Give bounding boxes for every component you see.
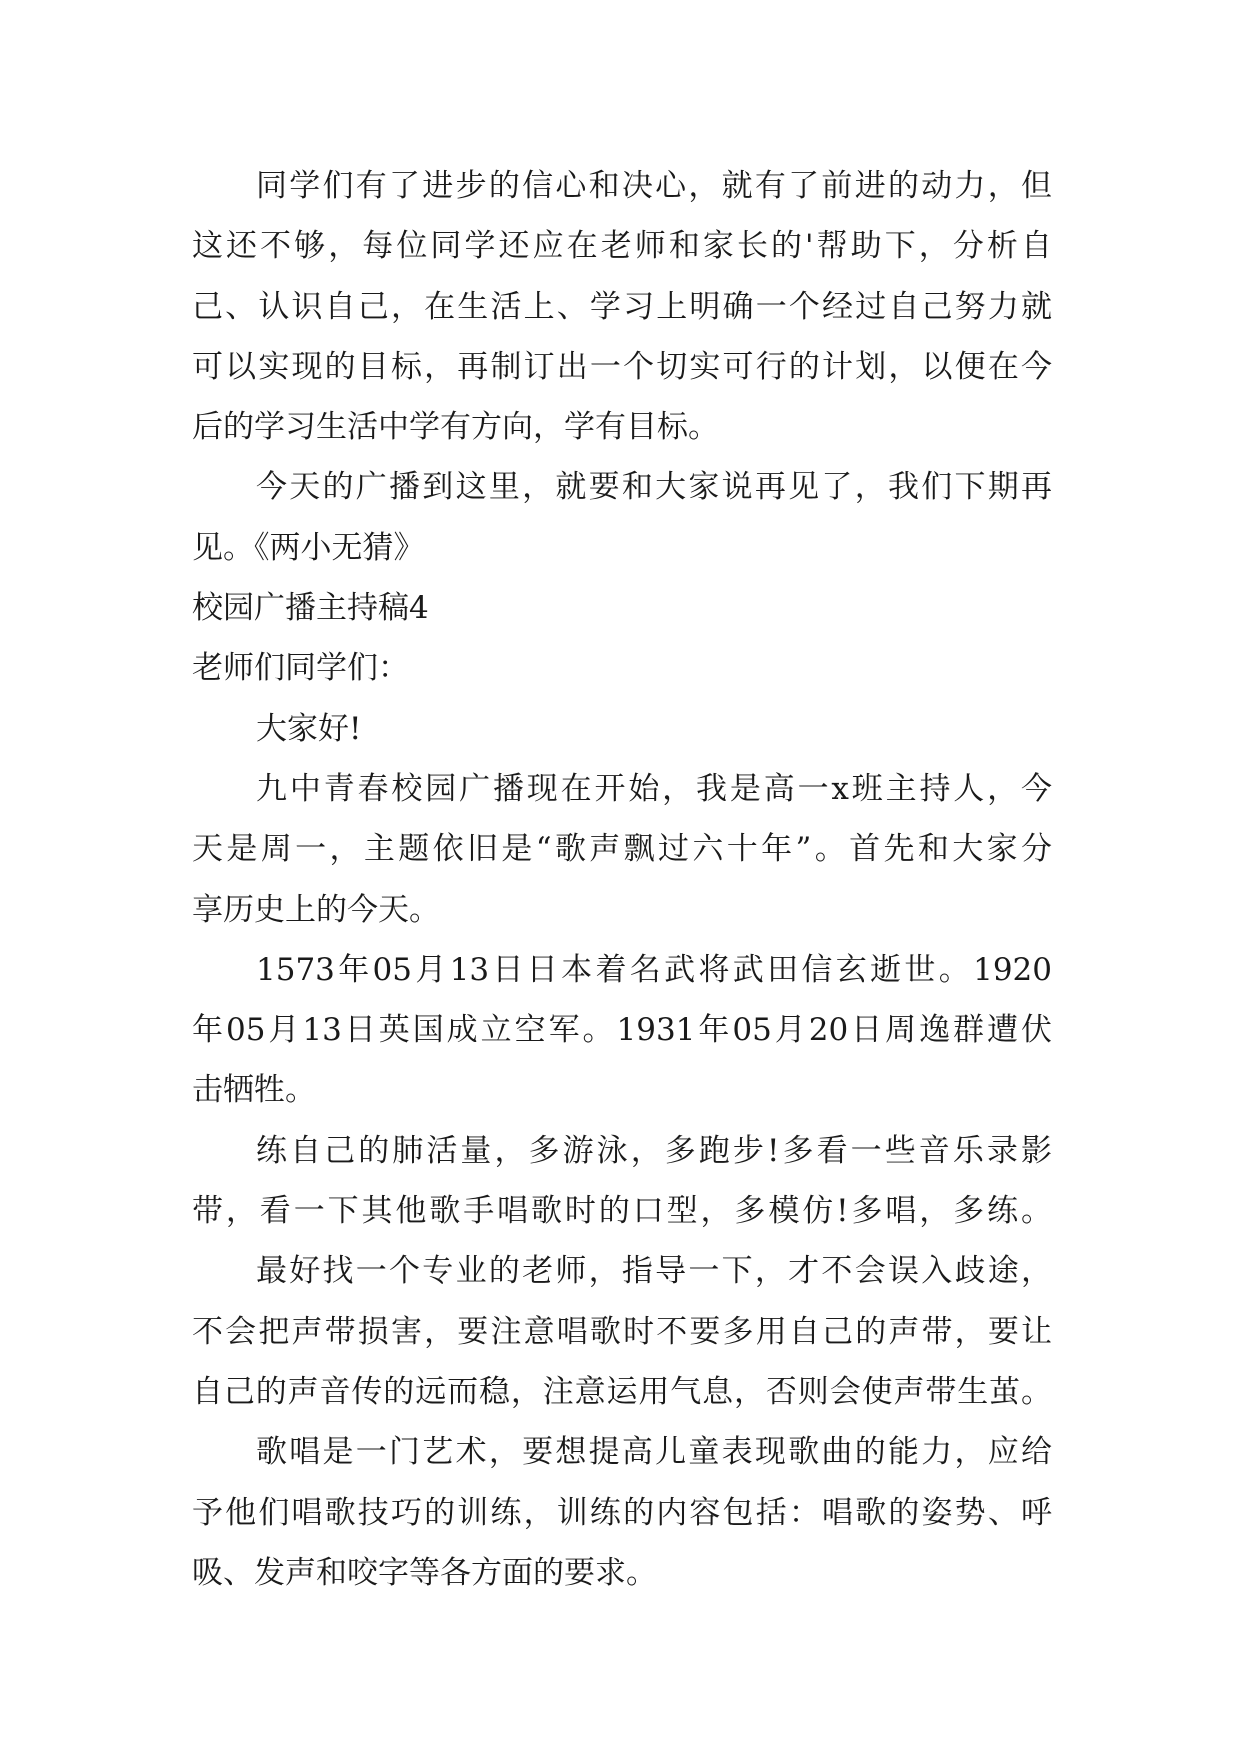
text-line: 享历史上的今天。 xyxy=(192,891,440,928)
text-line: 今天的广播到这里，就要和大家说再见了，我们下期再 xyxy=(256,469,1052,506)
text-line: 击牺牲。 xyxy=(192,1072,316,1109)
text-line: 练自己的肺活量，多游泳，多跑步!多看一些音乐录影 xyxy=(256,1132,1052,1169)
text-line: 年05月13日英国成立空军。1931年05月20日周逸群遭伏 xyxy=(192,1012,1052,1049)
text-line: 这还不够，每位同学还应在老师和家长的'帮助下，分析自 xyxy=(192,228,1052,265)
text-line: 大家好! xyxy=(256,710,362,747)
text-line: 不会把声带损害，要注意唱歌时不要多用自己的声带，要让 xyxy=(192,1313,1052,1350)
text-line: 最好找一个专业的老师，指导一下，才不会误入歧途， xyxy=(256,1253,1052,1290)
text-line: 歌唱是一门艺术，要想提高儿童表现歌曲的能力，应给 xyxy=(256,1434,1052,1471)
text-line: 天是周一，主题依旧是“歌声飘过六十年”。首先和大家分 xyxy=(192,831,1052,868)
document-page xyxy=(192,156,1052,1603)
text-line: 己、认识自己，在生活上、学习上明确一个经过自己努力就 xyxy=(192,288,1052,325)
text-line: 见。《两小无猜》 xyxy=(192,529,425,566)
text-line: 可以实现的目标，再制订出一个切实可行的计划，以便在今 xyxy=(192,348,1052,385)
text-line: 同学们有了进步的信心和决心，就有了前进的动力，但 xyxy=(256,168,1052,204)
text-line: 校园广播主持稿4 xyxy=(192,590,429,627)
text-line: 自己的声音传的远而稳，注意运用气息，否则会使声带生茧。 xyxy=(192,1373,1052,1410)
text-line: 老师们同学们： xyxy=(192,650,409,687)
text-line: 1573年05月13日日本着名武将武田信玄逝世。1920 xyxy=(256,951,1052,988)
text-line: 带，看一下其他歌手唱歌时的口型，多模仿!多唱，多练。 xyxy=(192,1193,1052,1230)
text-line: 九中青春校园广播现在开始，我是高一x班主持人，今 xyxy=(256,770,1052,807)
text-line: 后的学习生活中学有方向，学有目标。 xyxy=(192,409,719,446)
text-line: 予他们唱歌技巧的训练，训练的内容包括：唱歌的姿势、呼 xyxy=(192,1494,1052,1531)
text-line: 吸、发声和咬字等各方面的要求。 xyxy=(192,1554,657,1591)
